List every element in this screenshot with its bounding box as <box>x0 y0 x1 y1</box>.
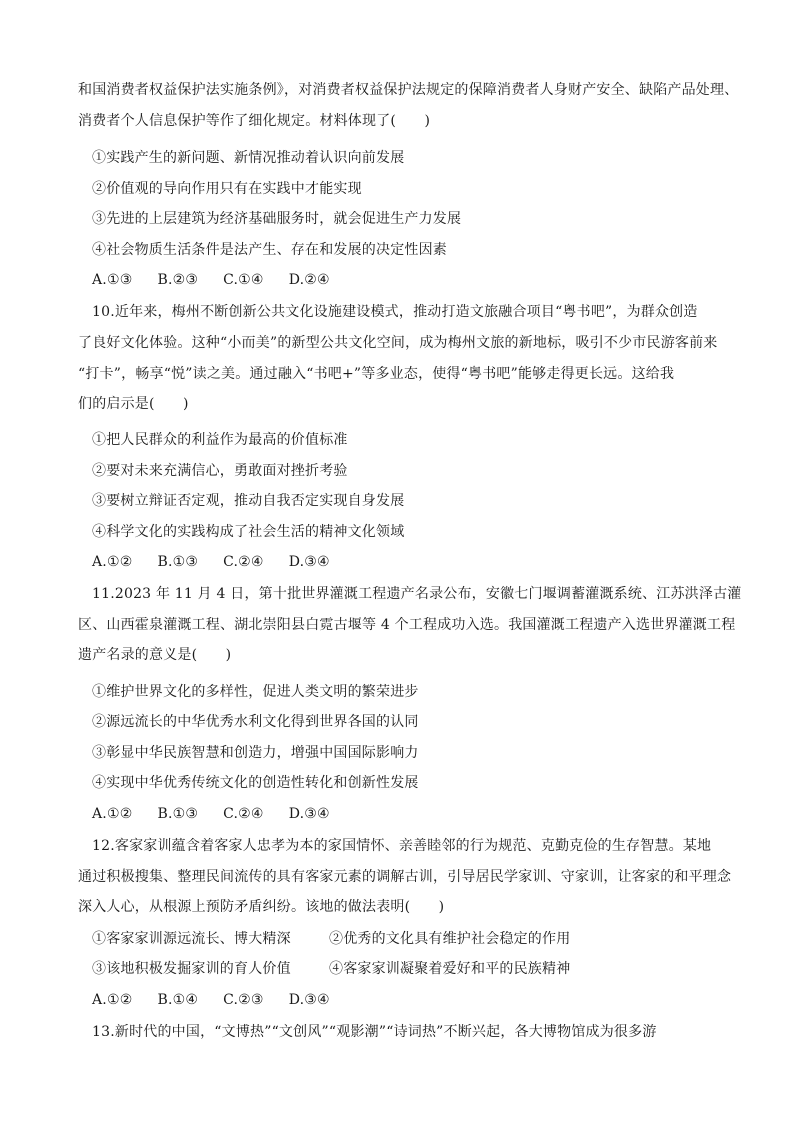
q10-statement-3: ③要树立辩证否定观，推动自我否定实现自身发展 <box>92 493 405 509</box>
q11-stem-line-3: 遗产名录的意义是( ) <box>78 647 232 663</box>
q11-option-d[interactable]: D.③④ <box>288 806 330 822</box>
q12-statements-row-1 <box>92 929 570 949</box>
q9-statement-4: ④社会物质生活条件是法产生、存在和发展的决定性因素 <box>92 242 447 258</box>
q11-stem-line-1: 11.2023 年 11 月 4 日，第十批世界灌溉工程遗产名录公布，安徽七门堰调蓄灌溉系统、江苏洪泽古灌 <box>92 586 742 602</box>
q9-option-c[interactable]: C.①④ <box>223 272 264 288</box>
q10-option-d[interactable]: D.③④ <box>288 554 330 570</box>
q9-stem-line-2: 消费者个人信息保护等作了细化规定。材料体现了( ) <box>78 113 431 129</box>
q12-statements-row-2 <box>92 959 570 979</box>
q9-stem-line-1: 和国消费者权益保护法实施条例》，对消费者权益保护法规定的保障消费者人身财产安全、缺陷产品处理、 <box>78 82 739 98</box>
q12-stem-line-3: 深入人心，从根源上预防矛盾纠纷。该地的做法表明( ) <box>78 899 445 915</box>
q11-option-b[interactable]: B.①③ <box>157 806 199 822</box>
q10-statement-4: ④科学文化的实践构成了社会生活的精神文化领域 <box>92 524 405 540</box>
q10-stem-line-3: “打卡”，畅享“悦”读之美。通过融入“书吧+”等多业态，使得“粤书吧”能够走得更长远。这给我 <box>78 366 675 382</box>
q11-statement-2: ②源远流长的中华优秀水利文化得到世界各国的认同 <box>92 714 419 730</box>
q12-option-a[interactable]: A.①② <box>92 992 133 1008</box>
q9-statement-2: ②价值观的导向作用只有在实践中才能实现 <box>92 181 362 197</box>
q9-statement-1: ①实践产生的新问题、新情况推动着认识向前发展 <box>92 150 405 166</box>
q10-options <box>92 552 355 572</box>
q12-options <box>92 990 355 1010</box>
q10-stem-line-4: 们的启示是( ) <box>78 396 189 412</box>
q10-stem-line-1: 10.近年来，梅州不断创新公共文化设施建设模式，推动打造文旅融合项目“粤书吧”，为群众创造 <box>92 304 698 320</box>
q11-stem-line-2: 区、山西霍泉灌溉工程、湖北崇阳县白霓古堰等 4 个工程成功入选。我国灌溉工程遗产入选世界灌溉工程 <box>78 617 736 633</box>
q11-statement-1: ①维护世界文化的多样性，促进人类文明的繁荣进步 <box>92 684 419 700</box>
q11-options <box>92 804 355 824</box>
q12-option-c[interactable]: C.②③ <box>223 992 264 1008</box>
q12-statement-4: ④客家家训凝聚着爱好和平的民族精神 <box>329 961 571 977</box>
q9-option-a[interactable]: A.①③ <box>92 272 133 288</box>
q10-statement-1: ①把人民群众的利益作为最高的价值标准 <box>92 432 348 448</box>
q11-statement-3: ③彰显中华民族智慧和创造力，增强中国国际影响力 <box>92 745 419 761</box>
q11-option-a[interactable]: A.①② <box>92 806 133 822</box>
q9-statement-3: ③先进的上层建筑为经济基础服务时，就会促进生产力发展 <box>92 211 462 227</box>
q10-option-a[interactable]: A.①② <box>92 554 133 570</box>
q12-stem-line-1: 12.客家家训蕴含着客家人忠孝为本的家国情怀、亲善睦邻的行为规范、克勤克俭的生存智慧。某地 <box>92 838 712 854</box>
q12-statement-2: ②优秀的文化具有维护社会稳定的作用 <box>329 931 571 947</box>
q13-stem-line-1: 13.新时代的中国，“文博热”“文创风”“观影潮”“诗词热”不断兴起，各大博物馆成为很多游 <box>92 1024 657 1040</box>
q10-option-b[interactable]: B.①③ <box>157 554 199 570</box>
q12-stem-line-2: 通过积极搜集、整理民间流传的具有客家元素的调解古训，引导居民学家训、守家训，让客家的和平理念 <box>78 869 732 885</box>
q9-options <box>92 270 355 290</box>
q11-statement-4: ④实现中华优秀传统文化的创造性转化和创新性发展 <box>92 775 419 791</box>
q11-option-c[interactable]: C.②④ <box>223 806 264 822</box>
q12-statement-1: ①客家家训源远流长、博大精深 <box>92 931 291 947</box>
q10-stem-line-2: 了良好文化体验。这种“小而美”的新型公共文化空间，成为梅州文旅的新地标，吸引不少市民游客前来 <box>78 335 718 351</box>
q12-option-d[interactable]: D.③④ <box>288 992 330 1008</box>
q9-option-d[interactable]: D.②④ <box>288 272 330 288</box>
q12-statement-3: ③该地积极发掘家训的育人价值 <box>92 961 291 977</box>
q9-option-b[interactable]: B.②③ <box>157 272 199 288</box>
q10-statement-2: ②要对未来充满信心，勇敢面对挫折考验 <box>92 463 348 479</box>
q10-option-c[interactable]: C.②④ <box>223 554 264 570</box>
q12-option-b[interactable]: B.①④ <box>157 992 199 1008</box>
